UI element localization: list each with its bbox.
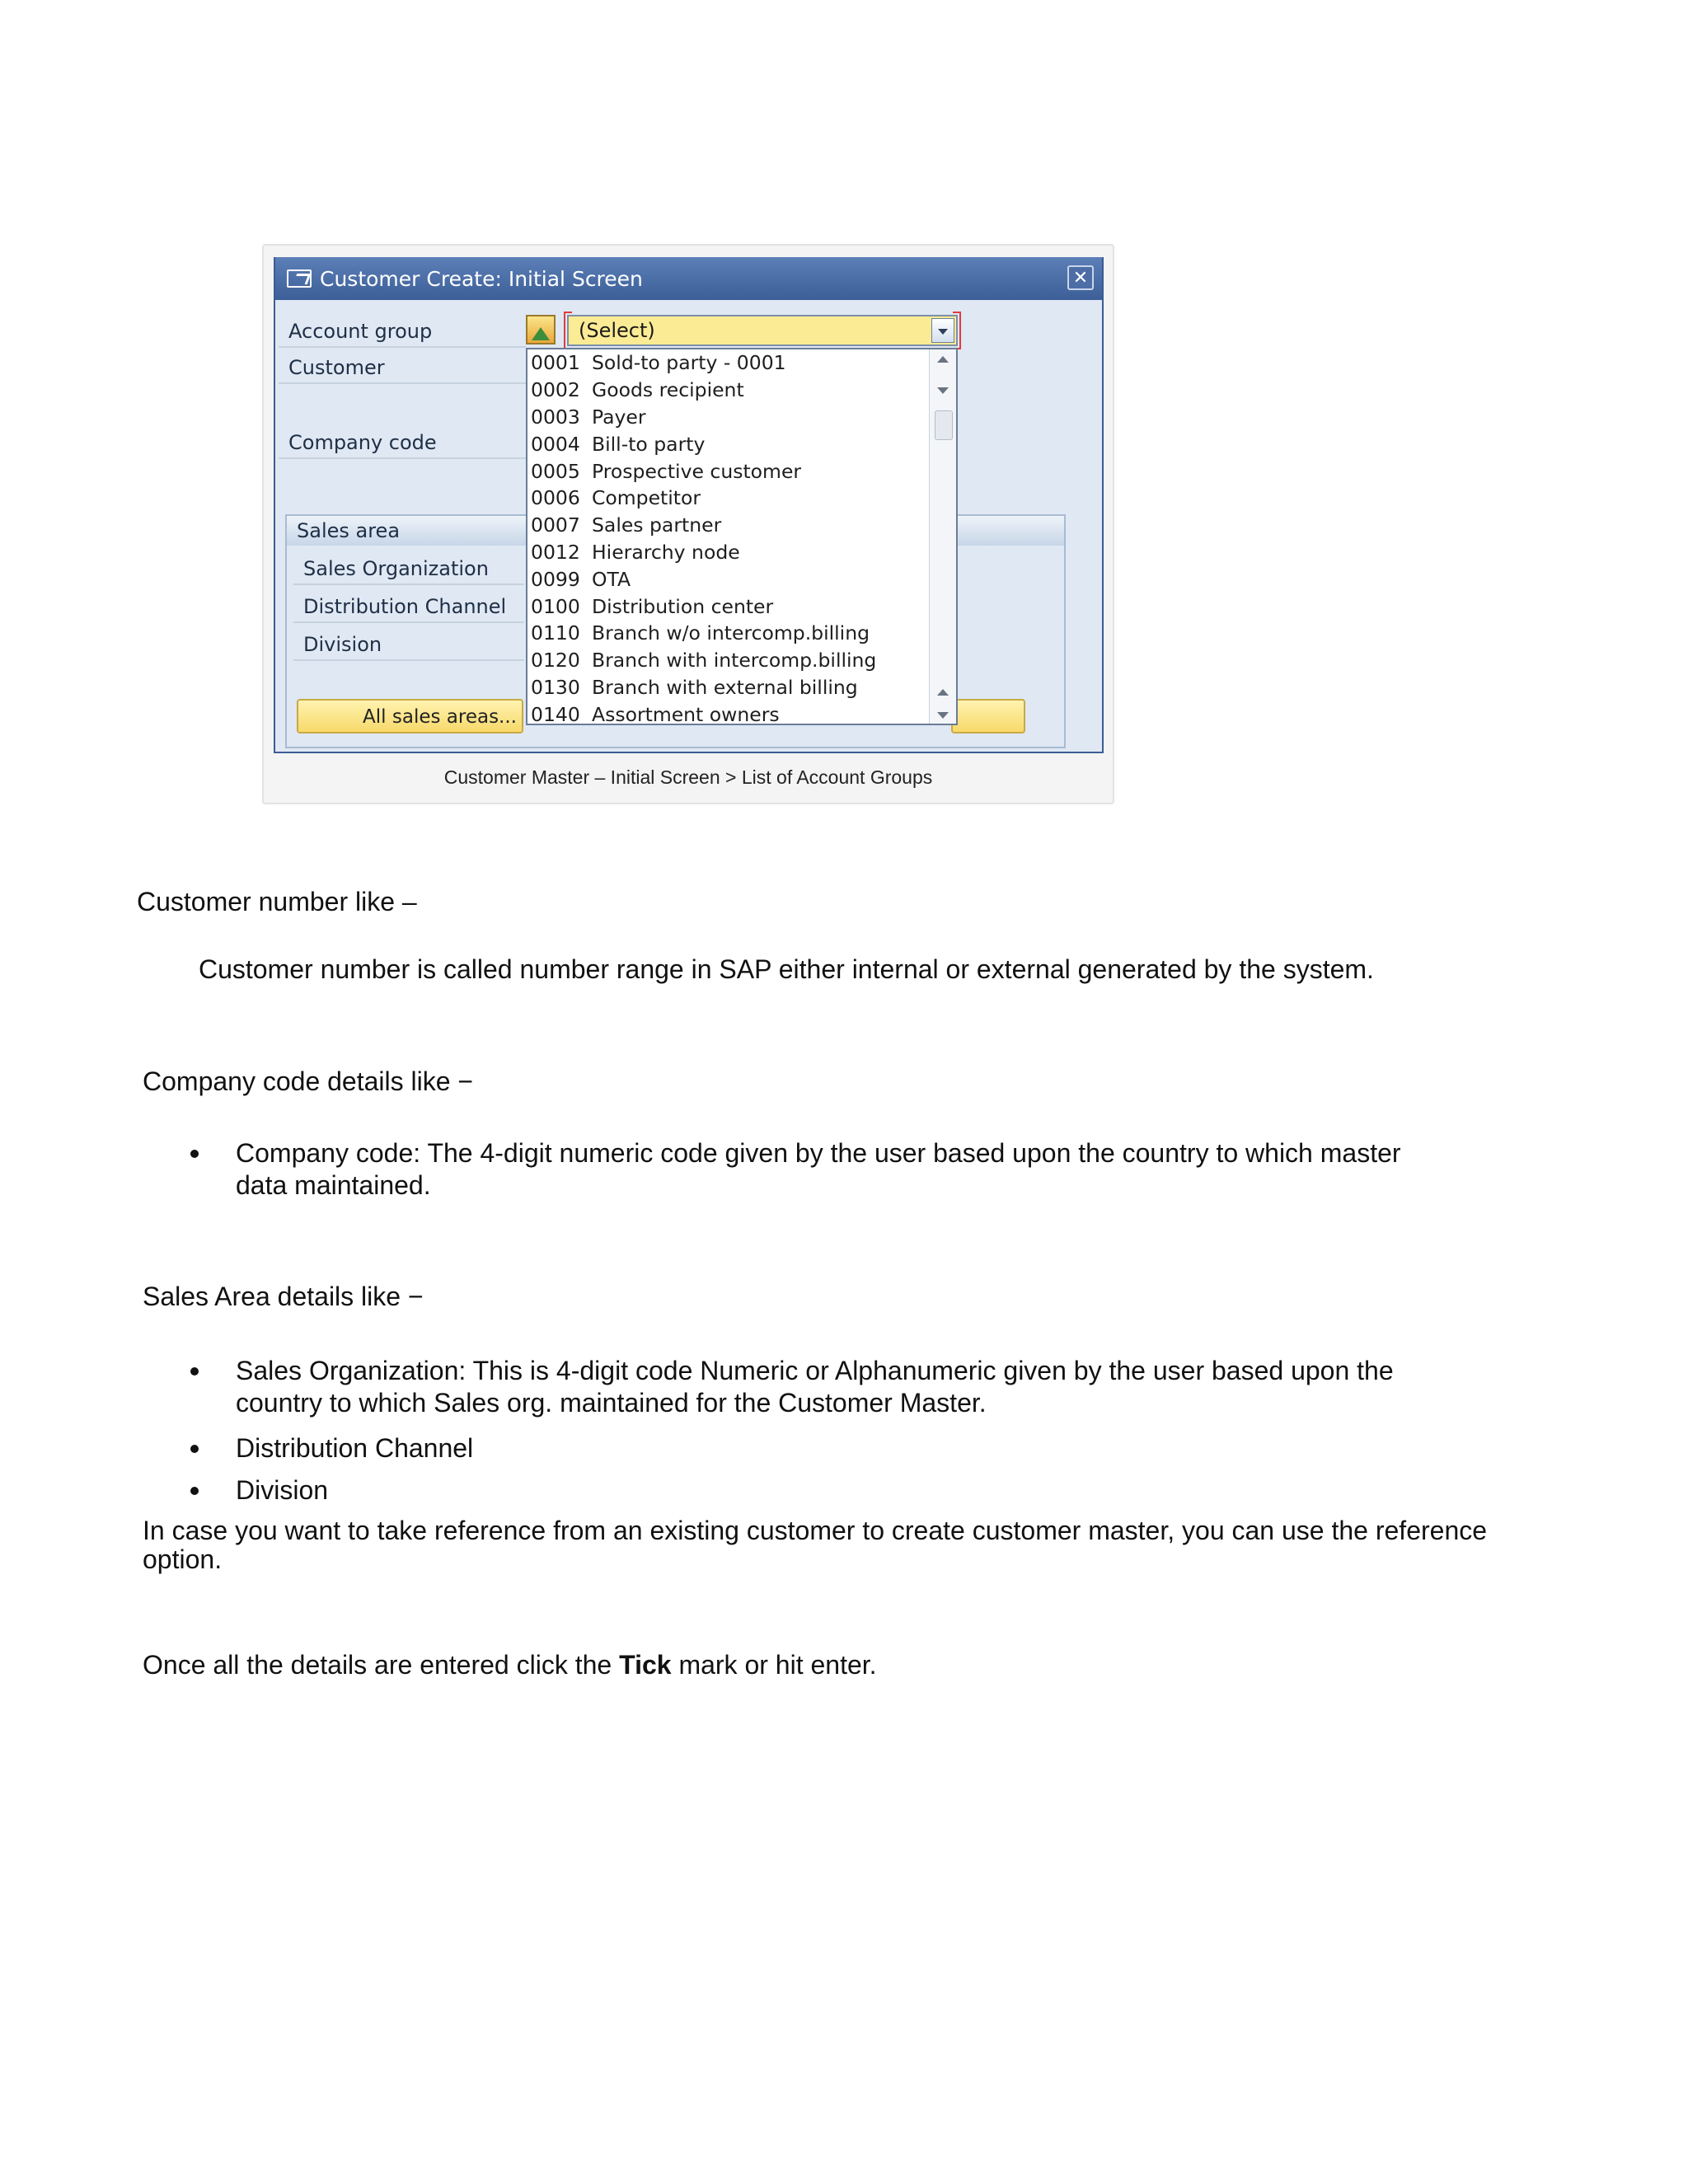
- distribution-channel-bullet-text: Distribution Channel: [236, 1433, 474, 1463]
- account-group-name: Branch with intercomp.billing: [592, 649, 877, 673]
- account-group-option[interactable]: [528, 512, 956, 539]
- figure-caption: Customer Master – Initial Screen > List of Account Groups: [443, 766, 933, 788]
- account-group-option[interactable]: [528, 485, 956, 512]
- bullet-icon: [190, 1445, 199, 1453]
- account-group-code: 0004: [531, 432, 580, 456]
- scrollbar-thumb[interactable]: [935, 410, 953, 440]
- account-group-code: 0006: [531, 486, 580, 510]
- account-group-name: Branch with external billing: [592, 675, 858, 699]
- account-group-option[interactable]: [528, 647, 956, 674]
- sales-area-heading: Sales Area details like −: [143, 1282, 424, 1311]
- final-instruction: [143, 1648, 877, 1681]
- company-code-label: Company code: [279, 426, 526, 459]
- account-group-name: Prospective customer: [592, 459, 802, 483]
- account-group-option[interactable]: [528, 377, 956, 404]
- all-sales-areas-button[interactable]: All sales areas...: [297, 699, 523, 733]
- account-group-name: Hierarchy node: [592, 540, 740, 564]
- account-group-option[interactable]: [528, 349, 956, 377]
- account-group-code: 0007: [531, 513, 580, 537]
- company-code-bullet-line2: data maintained.: [236, 1170, 431, 1200]
- account-group-name: OTA: [592, 567, 631, 591]
- customer-label: Customer: [279, 351, 526, 384]
- scroll-down-arrow-icon[interactable]: [937, 712, 949, 719]
- account-group-code: 0120: [531, 649, 580, 673]
- scroll-up-arrow-icon[interactable]: [937, 689, 949, 696]
- division-bullet: [236, 1474, 328, 1507]
- reference-line1: In case you want to take reference from an existing customer to create customer master, you can use the reference: [143, 1516, 1488, 1545]
- account-group-code: 0005: [531, 459, 580, 483]
- company-code-heading: Company code details like −: [143, 1066, 474, 1096]
- account-group-name: Distribution center: [592, 594, 774, 618]
- sales-area-yellow-bar: [951, 699, 1025, 733]
- account-group-code: 0012: [531, 540, 580, 564]
- account-group-option[interactable]: [528, 701, 956, 728]
- account-group-name: Branch w/o intercomp.billing: [592, 621, 870, 645]
- account-group-code: 0130: [531, 675, 580, 699]
- account-group-code: 0099: [531, 567, 580, 591]
- account-group-option[interactable]: [528, 457, 956, 485]
- account-group-name: Payer: [592, 405, 646, 429]
- account-group-label: Account group: [279, 315, 526, 348]
- chevron-down-icon[interactable]: [931, 318, 954, 343]
- sales-organization-bullet: [236, 1355, 1394, 1419]
- account-group-code: 0003: [531, 405, 580, 429]
- sales-organization-label: Sales Organization: [293, 552, 524, 585]
- sales-organization-bullet-line2: country to which Sales org. maintained for the Customer Master.: [236, 1388, 987, 1418]
- create-document-icon: [287, 269, 312, 288]
- reference-line2: option.: [143, 1544, 223, 1574]
- account-group-option[interactable]: [528, 620, 956, 647]
- account-group-option[interactable]: [528, 430, 956, 457]
- account-group-code: 0100: [531, 594, 580, 618]
- account-group-option[interactable]: [528, 565, 956, 593]
- account-group-name: Competitor: [592, 486, 701, 510]
- account-group-name: Sales partner: [592, 513, 722, 537]
- focus-bracket-left: [564, 312, 572, 349]
- account-group-code: 0001: [531, 351, 580, 375]
- account-group-code: 0140: [531, 702, 580, 726]
- dialog-title-bar: [275, 257, 1102, 300]
- dropdown-scrollbar[interactable]: [929, 349, 956, 724]
- account-group-name: Goods recipient: [592, 378, 744, 402]
- account-group-code: 0002: [531, 378, 580, 402]
- bullet-icon: [190, 1150, 199, 1158]
- account-group-option[interactable]: [528, 674, 956, 701]
- sales-organization-bullet-line1: Sales Organization: This is 4-digit code Numeric or Alphanumeric given by the user based upon the: [236, 1356, 1394, 1385]
- account-group-option[interactable]: [528, 404, 956, 431]
- final-instruction-prefix: Once all the details are entered click the: [143, 1650, 620, 1680]
- mountain-image-icon[interactable]: [526, 315, 556, 344]
- distribution-channel-bullet: [236, 1432, 473, 1465]
- dialog-title: Customer Create: Initial Screen: [320, 266, 643, 291]
- account-group-name: Assortment owners: [592, 702, 780, 726]
- bullet-icon: [190, 1367, 199, 1376]
- close-icon[interactable]: ✕: [1067, 265, 1094, 290]
- figure-frame: [262, 244, 1114, 804]
- tick-keyword: Tick: [619, 1650, 672, 1680]
- customer-number-paragraph: Customer number is called number range in SAP either internal or external generated by the system.: [199, 954, 1374, 984]
- customer-number-heading: Customer number like –: [137, 887, 417, 916]
- scroll-up-arrow-icon[interactable]: [937, 356, 949, 363]
- account-group-option[interactable]: [528, 539, 956, 566]
- account-group-dropdown-list: [526, 348, 958, 725]
- company-code-bullet-line1: Company code: The 4-digit numeric code given by the user based upon the country to which master: [236, 1138, 1401, 1168]
- account-group-select[interactable]: [567, 315, 958, 346]
- account-group-select-value: (Select): [579, 319, 655, 342]
- sales-area-header: Sales area: [287, 516, 1064, 546]
- account-group-code: 0110: [531, 621, 580, 645]
- account-group-name: Bill-to party: [592, 432, 706, 456]
- account-group-option[interactable]: [528, 593, 956, 620]
- distribution-channel-label: Distribution Channel: [293, 590, 524, 623]
- account-group-name: Sold-to party - 0001: [592, 351, 786, 375]
- dropdown-items: [528, 349, 956, 728]
- division-bullet-text: Division: [236, 1475, 329, 1505]
- final-instruction-suffix: mark or hit enter.: [671, 1650, 877, 1680]
- reference-paragraph: [143, 1516, 1487, 1574]
- scroll-down-arrow-icon[interactable]: [937, 387, 949, 394]
- sap-dialog-window: [274, 257, 1104, 753]
- bullet-icon: [190, 1487, 199, 1495]
- company-code-bullet: [236, 1137, 1401, 1202]
- division-label: Division: [293, 628, 524, 661]
